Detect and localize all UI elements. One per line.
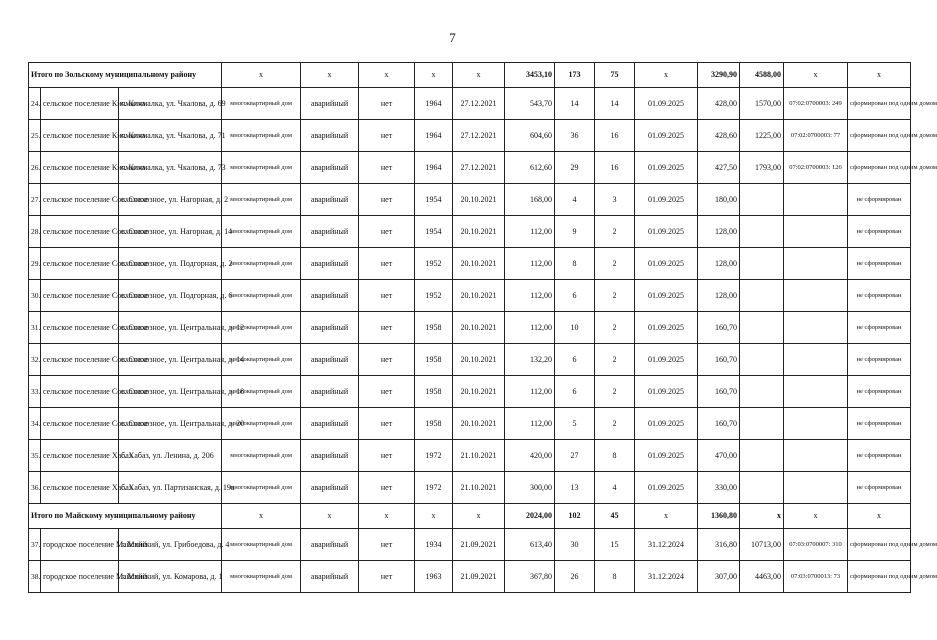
cell-area: 168,00 bbox=[505, 184, 555, 216]
cell-deadline: 01.09.2025 bbox=[635, 344, 698, 376]
district-total-label: Итого по Зольскому муниципальному району bbox=[29, 63, 222, 88]
cell-cadastral bbox=[784, 472, 848, 504]
cell-area: 132,20 bbox=[505, 344, 555, 376]
table-row bbox=[29, 408, 911, 440]
total-cell: х bbox=[222, 504, 301, 529]
table-row bbox=[29, 248, 911, 280]
cell-area2: 307,00 bbox=[698, 561, 740, 593]
cell-area2: 160,70 bbox=[698, 376, 740, 408]
cell-premises: 2 bbox=[595, 408, 635, 440]
cell-flag: нет bbox=[359, 344, 415, 376]
cell-cadastral: 07:02:0700003: 77 bbox=[784, 120, 848, 152]
cell-sum bbox=[740, 472, 784, 504]
cell-date: 21.09.2021 bbox=[453, 529, 505, 561]
cell-area: 367,80 bbox=[505, 561, 555, 593]
cell-address: с. Совхозное, ул. Центральная, д. 18 bbox=[119, 376, 222, 408]
cell-year: 1954 bbox=[415, 184, 453, 216]
cell-note: не сформирован bbox=[848, 312, 911, 344]
table-row bbox=[29, 184, 911, 216]
cell-premises: 15 bbox=[595, 529, 635, 561]
table-body bbox=[29, 63, 937, 593]
cell-residents: 30 bbox=[555, 529, 595, 561]
cell-sum bbox=[740, 312, 784, 344]
cell-date: 20.10.2021 bbox=[453, 344, 505, 376]
cell-residents: 36 bbox=[555, 120, 595, 152]
cell-deadline: 01.09.2025 bbox=[635, 472, 698, 504]
cell-type: многоквартирный дом bbox=[222, 120, 301, 152]
cell-address: с. Совхозное, ул. Центральная, д. 20 bbox=[119, 408, 222, 440]
cell-settlement: сельское поселение Совхозное bbox=[41, 408, 119, 440]
cell-date: 27.12.2021 bbox=[453, 120, 505, 152]
cell-area2: 428,60 bbox=[698, 120, 740, 152]
cell-type: многоквартирный дом bbox=[222, 184, 301, 216]
cell-type: многоквартирный дом bbox=[222, 344, 301, 376]
cell-area2: 428,00 bbox=[698, 88, 740, 120]
cell-status: аварийный bbox=[301, 376, 359, 408]
cell-type: многоквартирный дом bbox=[222, 561, 301, 593]
cell-sum: 4463,00 bbox=[740, 561, 784, 593]
cell-sum bbox=[740, 440, 784, 472]
cell-settlement: сельское поселение Совхозное bbox=[41, 248, 119, 280]
cell-cadastral: 07:02:0700003: 249 bbox=[784, 88, 848, 120]
cell-no: 29. bbox=[29, 248, 41, 280]
cell-area2: 160,70 bbox=[698, 408, 740, 440]
cell-year: 1934 bbox=[415, 529, 453, 561]
cell-sum bbox=[740, 216, 784, 248]
cell-premises: 16 bbox=[595, 120, 635, 152]
cell-type: многоквартирный дом bbox=[222, 472, 301, 504]
cell-settlement: сельское поселение Хабаз bbox=[41, 472, 119, 504]
cell-residents: 10 bbox=[555, 312, 595, 344]
cell-area: 604,60 bbox=[505, 120, 555, 152]
table-row bbox=[29, 344, 911, 376]
table-row bbox=[29, 376, 911, 408]
cell-settlement: сельское поселение Кичмалка bbox=[41, 88, 119, 120]
cell-address: с. Совхозное, ул. Нагорная, д. 14 bbox=[119, 216, 222, 248]
cell-cadastral bbox=[784, 184, 848, 216]
cell-premises: 4 bbox=[595, 472, 635, 504]
table-row bbox=[29, 152, 911, 184]
cell-type: многоквартирный дом bbox=[222, 280, 301, 312]
cell-cadastral: 07:03:0700007: 310 bbox=[784, 529, 848, 561]
cell-status: аварийный bbox=[301, 529, 359, 561]
cell-address: с. Совхозное, ул. Подгорная, д. 2 bbox=[119, 248, 222, 280]
page-number: 7 bbox=[449, 30, 456, 45]
cell-type: многоквартирный дом bbox=[222, 440, 301, 472]
cell-area: 112,00 bbox=[505, 376, 555, 408]
cell-address: с. Совхозное, ул. Подгорная, д. 6 bbox=[119, 280, 222, 312]
cell-year: 1964 bbox=[415, 152, 453, 184]
cell-address: с. Кичмалка, ул. Чкалова, д. 73 bbox=[119, 152, 222, 184]
district-total-row bbox=[29, 504, 911, 529]
cell-settlement: городское поселение Майский bbox=[41, 561, 119, 593]
cell-sum: 1570,00 bbox=[740, 88, 784, 120]
cell-deadline: 01.09.2025 bbox=[635, 184, 698, 216]
total-cell: х bbox=[359, 504, 415, 529]
total-cell: 3290,90 bbox=[698, 63, 740, 88]
total-cell: х bbox=[359, 63, 415, 88]
cell-type: многоквартирный дом bbox=[222, 312, 301, 344]
table-row bbox=[29, 120, 911, 152]
cell-settlement: сельское поселение Совхозное bbox=[41, 280, 119, 312]
cell-settlement: сельское поселение Совхозное bbox=[41, 184, 119, 216]
table-row bbox=[29, 216, 911, 248]
cell-address: с. Хабаз, ул. Партизанская, д. 19а bbox=[119, 472, 222, 504]
cell-no: 36. bbox=[29, 472, 41, 504]
cell-date: 27.12.2021 bbox=[453, 152, 505, 184]
cell-address: с. Совхозное, ул. Центральная, д. 14 bbox=[119, 344, 222, 376]
cell-premises: 2 bbox=[595, 312, 635, 344]
cell-note: не сформирован bbox=[848, 216, 911, 248]
cell-premises: 16 bbox=[595, 152, 635, 184]
total-cell: 75 bbox=[595, 63, 635, 88]
cell-no: 34. bbox=[29, 408, 41, 440]
cell-area2: 128,00 bbox=[698, 216, 740, 248]
table-row bbox=[29, 88, 911, 120]
total-cell: 2024,00 bbox=[505, 504, 555, 529]
cell-cadastral bbox=[784, 312, 848, 344]
cell-note: сформирован под одним домом bbox=[848, 529, 911, 561]
cell-settlement: сельское поселение Совхозное bbox=[41, 312, 119, 344]
cell-settlement: сельское поселение Совхозное bbox=[41, 376, 119, 408]
cell-no: 33. bbox=[29, 376, 41, 408]
cell-type: многоквартирный дом bbox=[222, 152, 301, 184]
cell-status: аварийный bbox=[301, 216, 359, 248]
cell-area2: 180,00 bbox=[698, 184, 740, 216]
cell-area2: 427,50 bbox=[698, 152, 740, 184]
cell-address: с. Совхозное, ул. Нагорная, д. 2 bbox=[119, 184, 222, 216]
table-row bbox=[29, 472, 911, 504]
cell-year: 1963 bbox=[415, 561, 453, 593]
cell-date: 21.10.2021 bbox=[453, 472, 505, 504]
cell-area: 420,00 bbox=[505, 440, 555, 472]
cell-note: сформирован под одним домом bbox=[848, 561, 911, 593]
cell-note: не сформирован bbox=[848, 472, 911, 504]
cell-year: 1972 bbox=[415, 440, 453, 472]
district-total-label: Итого по Майскому муниципальному району bbox=[29, 504, 222, 529]
cell-no: 35. bbox=[29, 440, 41, 472]
total-cell: х bbox=[848, 504, 911, 529]
cell-area: 112,00 bbox=[505, 280, 555, 312]
cell-date: 20.10.2021 bbox=[453, 216, 505, 248]
cell-residents: 6 bbox=[555, 280, 595, 312]
cell-premises: 2 bbox=[595, 248, 635, 280]
cell-status: аварийный bbox=[301, 312, 359, 344]
cell-date: 27.12.2021 bbox=[453, 88, 505, 120]
total-cell: х bbox=[415, 504, 453, 529]
cell-residents: 26 bbox=[555, 561, 595, 593]
cell-year: 1958 bbox=[415, 344, 453, 376]
cell-date: 20.10.2021 bbox=[453, 376, 505, 408]
cell-sum: 10713,00 bbox=[740, 529, 784, 561]
total-cell: х bbox=[784, 63, 848, 88]
cell-no: 37. bbox=[29, 529, 41, 561]
cell-status: аварийный bbox=[301, 120, 359, 152]
cell-note: сформирован под одним домом bbox=[848, 120, 911, 152]
cell-area: 112,00 bbox=[505, 248, 555, 280]
cell-address: с. Кичмалка, ул. Чкалова, д. 69 bbox=[119, 88, 222, 120]
cell-area: 613,40 bbox=[505, 529, 555, 561]
cell-year: 1958 bbox=[415, 376, 453, 408]
cell-settlement: сельское поселение Совхозное bbox=[41, 216, 119, 248]
cell-no: 31. bbox=[29, 312, 41, 344]
cell-premises: 2 bbox=[595, 216, 635, 248]
cell-status: аварийный bbox=[301, 248, 359, 280]
cell-note: не сформирован bbox=[848, 248, 911, 280]
district-total-row bbox=[29, 63, 911, 88]
cell-flag: нет bbox=[359, 472, 415, 504]
cell-date: 21.10.2021 bbox=[453, 440, 505, 472]
cell-deadline: 31.12.2024 bbox=[635, 529, 698, 561]
cell-status: аварийный bbox=[301, 184, 359, 216]
cell-flag: нет bbox=[359, 440, 415, 472]
cell-residents: 6 bbox=[555, 344, 595, 376]
cell-status: аварийный bbox=[301, 280, 359, 312]
cell-date: 21.09.2021 bbox=[453, 561, 505, 593]
cell-flag: нет bbox=[359, 408, 415, 440]
table-row bbox=[29, 529, 911, 561]
total-cell: 3453,10 bbox=[505, 63, 555, 88]
cell-area: 300,00 bbox=[505, 472, 555, 504]
cell-residents: 14 bbox=[555, 88, 595, 120]
cell-note: не сформирован bbox=[848, 280, 911, 312]
cell-residents: 6 bbox=[555, 376, 595, 408]
cell-sum bbox=[740, 280, 784, 312]
cell-flag: нет bbox=[359, 280, 415, 312]
cell-area: 543,70 bbox=[505, 88, 555, 120]
cell-area2: 160,70 bbox=[698, 312, 740, 344]
cell-residents: 9 bbox=[555, 216, 595, 248]
cell-settlement: сельское поселение Совхозное bbox=[41, 344, 119, 376]
cell-status: аварийный bbox=[301, 440, 359, 472]
cell-flag: нет bbox=[359, 120, 415, 152]
cell-year: 1964 bbox=[415, 120, 453, 152]
cell-residents: 5 bbox=[555, 408, 595, 440]
total-cell: 1360,80 bbox=[698, 504, 740, 529]
cell-premises: 2 bbox=[595, 280, 635, 312]
cell-cadastral bbox=[784, 408, 848, 440]
cell-note: не сформирован bbox=[848, 184, 911, 216]
cell-flag: нет bbox=[359, 184, 415, 216]
cell-year: 1972 bbox=[415, 472, 453, 504]
cell-type: многоквартирный дом bbox=[222, 248, 301, 280]
total-cell: 173 bbox=[555, 63, 595, 88]
cell-address: г. Майский, ул. Грибоедова, д. 4 bbox=[119, 529, 222, 561]
total-cell: х bbox=[848, 63, 911, 88]
total-cell: х bbox=[222, 63, 301, 88]
cell-area2: 128,00 bbox=[698, 280, 740, 312]
cell-no: 25. bbox=[29, 120, 41, 152]
cell-settlement: сельское поселение Кичмалка bbox=[41, 152, 119, 184]
cell-area2: 160,70 bbox=[698, 344, 740, 376]
cell-date: 20.10.2021 bbox=[453, 248, 505, 280]
total-cell: х bbox=[453, 63, 505, 88]
cell-note: сформирован под одним домом bbox=[848, 152, 911, 184]
cell-year: 1964 bbox=[415, 88, 453, 120]
cell-address: с. Хабаз, ул. Ленина, д. 206 bbox=[119, 440, 222, 472]
cell-cadastral bbox=[784, 344, 848, 376]
cell-area: 612,60 bbox=[505, 152, 555, 184]
cell-note: не сформирован bbox=[848, 344, 911, 376]
cell-year: 1958 bbox=[415, 408, 453, 440]
cell-area2: 316,80 bbox=[698, 529, 740, 561]
cell-cadastral bbox=[784, 376, 848, 408]
cell-deadline: 01.09.2025 bbox=[635, 440, 698, 472]
cell-note: не сформирован bbox=[848, 440, 911, 472]
cell-residents: 27 bbox=[555, 440, 595, 472]
cell-deadline: 01.09.2025 bbox=[635, 120, 698, 152]
cell-flag: нет bbox=[359, 88, 415, 120]
cell-area2: 128,00 bbox=[698, 248, 740, 280]
total-cell: х bbox=[453, 504, 505, 529]
cell-cadastral bbox=[784, 440, 848, 472]
total-cell: х bbox=[415, 63, 453, 88]
cell-area2: 330,00 bbox=[698, 472, 740, 504]
cell-deadline: 01.09.2025 bbox=[635, 280, 698, 312]
cell-status: аварийный bbox=[301, 152, 359, 184]
cell-date: 20.10.2021 bbox=[453, 280, 505, 312]
cell-status: аварийный bbox=[301, 472, 359, 504]
total-cell: 45 bbox=[595, 504, 635, 529]
cell-flag: нет bbox=[359, 376, 415, 408]
cell-type: многоквартирный дом bbox=[222, 408, 301, 440]
cell-premises: 8 bbox=[595, 440, 635, 472]
cell-residents: 4 bbox=[555, 184, 595, 216]
cell-address: с. Совхозное, ул. Центральная, д. 12 bbox=[119, 312, 222, 344]
cell-type: многоквартирный дом bbox=[222, 88, 301, 120]
cell-no: 38. bbox=[29, 561, 41, 593]
cell-no: 30. bbox=[29, 280, 41, 312]
cell-cadastral: 07:03:0700013: 73 bbox=[784, 561, 848, 593]
cell-note: не сформирован bbox=[848, 376, 911, 408]
cell-deadline: 01.09.2025 bbox=[635, 216, 698, 248]
cell-status: аварийный bbox=[301, 561, 359, 593]
cell-date: 20.10.2021 bbox=[453, 312, 505, 344]
cell-flag: нет bbox=[359, 529, 415, 561]
cell-residents: 8 bbox=[555, 248, 595, 280]
cell-no: 24. bbox=[29, 88, 41, 120]
cell-note: сформирован под одним домом bbox=[848, 88, 911, 120]
cell-sum: 1793,00 bbox=[740, 152, 784, 184]
cell-sum bbox=[740, 408, 784, 440]
cell-sum: 1225,00 bbox=[740, 120, 784, 152]
cell-type: многоквартирный дом bbox=[222, 376, 301, 408]
housing-register-table bbox=[28, 62, 937, 593]
cell-premises: 3 bbox=[595, 184, 635, 216]
total-cell: х bbox=[635, 504, 698, 529]
cell-sum bbox=[740, 184, 784, 216]
total-cell: х bbox=[784, 504, 848, 529]
total-cell: х bbox=[301, 504, 359, 529]
cell-premises: 8 bbox=[595, 561, 635, 593]
cell-cadastral: 07:02:0700003: 126 bbox=[784, 152, 848, 184]
cell-no: 28. bbox=[29, 216, 41, 248]
cell-year: 1952 bbox=[415, 248, 453, 280]
cell-premises: 14 bbox=[595, 88, 635, 120]
cell-flag: нет bbox=[359, 312, 415, 344]
cell-deadline: 31.12.2024 bbox=[635, 561, 698, 593]
cell-premises: 2 bbox=[595, 376, 635, 408]
cell-deadline: 01.09.2025 bbox=[635, 88, 698, 120]
cell-status: аварийный bbox=[301, 344, 359, 376]
cell-note: не сформирован bbox=[848, 408, 911, 440]
cell-cadastral bbox=[784, 216, 848, 248]
cell-flag: нет bbox=[359, 561, 415, 593]
cell-deadline: 01.09.2025 bbox=[635, 312, 698, 344]
cell-no: 32. bbox=[29, 344, 41, 376]
cell-deadline: 01.09.2025 bbox=[635, 152, 698, 184]
cell-type: многоквартирный дом bbox=[222, 529, 301, 561]
cell-status: аварийный bbox=[301, 88, 359, 120]
cell-address: с. Кичмалка, ул. Чкалова, д. 71 bbox=[119, 120, 222, 152]
cell-settlement: сельское поселение Кичмалка bbox=[41, 120, 119, 152]
cell-area: 112,00 bbox=[505, 216, 555, 248]
cell-deadline: 01.09.2025 bbox=[635, 248, 698, 280]
cell-year: 1952 bbox=[415, 280, 453, 312]
total-cell: х bbox=[301, 63, 359, 88]
cell-status: аварийный bbox=[301, 408, 359, 440]
cell-cadastral bbox=[784, 248, 848, 280]
cell-year: 1954 bbox=[415, 216, 453, 248]
cell-no: 27. bbox=[29, 184, 41, 216]
cell-premises: 2 bbox=[595, 344, 635, 376]
cell-area: 112,00 bbox=[505, 408, 555, 440]
cell-flag: нет bbox=[359, 216, 415, 248]
cell-cadastral bbox=[784, 280, 848, 312]
cell-deadline: 01.09.2025 bbox=[635, 376, 698, 408]
cell-area2: 470,00 bbox=[698, 440, 740, 472]
cell-date: 20.10.2021 bbox=[453, 184, 505, 216]
cell-year: 1958 bbox=[415, 312, 453, 344]
cell-no: 26. bbox=[29, 152, 41, 184]
cell-sum bbox=[740, 248, 784, 280]
table-row bbox=[29, 561, 911, 593]
cell-sum bbox=[740, 376, 784, 408]
cell-residents: 13 bbox=[555, 472, 595, 504]
cell-type: многоквартирный дом bbox=[222, 216, 301, 248]
cell-residents: 29 bbox=[555, 152, 595, 184]
table-row bbox=[29, 312, 911, 344]
cell-settlement: сельское поселение Хабаз bbox=[41, 440, 119, 472]
cell-flag: нет bbox=[359, 248, 415, 280]
table-row bbox=[29, 440, 911, 472]
cell-area: 112,00 bbox=[505, 312, 555, 344]
total-cell: 4588,00 bbox=[740, 63, 784, 88]
table-row bbox=[29, 280, 911, 312]
cell-flag: нет bbox=[359, 152, 415, 184]
cell-sum bbox=[740, 344, 784, 376]
total-cell: х bbox=[635, 63, 698, 88]
cell-deadline: 01.09.2025 bbox=[635, 408, 698, 440]
total-cell: х bbox=[740, 504, 784, 529]
cell-settlement: городское поселение Майский bbox=[41, 529, 119, 561]
total-cell: 102 bbox=[555, 504, 595, 529]
cell-date: 20.10.2021 bbox=[453, 408, 505, 440]
cell-address: г. Майский, ул. Комарова, д. 1 bbox=[119, 561, 222, 593]
